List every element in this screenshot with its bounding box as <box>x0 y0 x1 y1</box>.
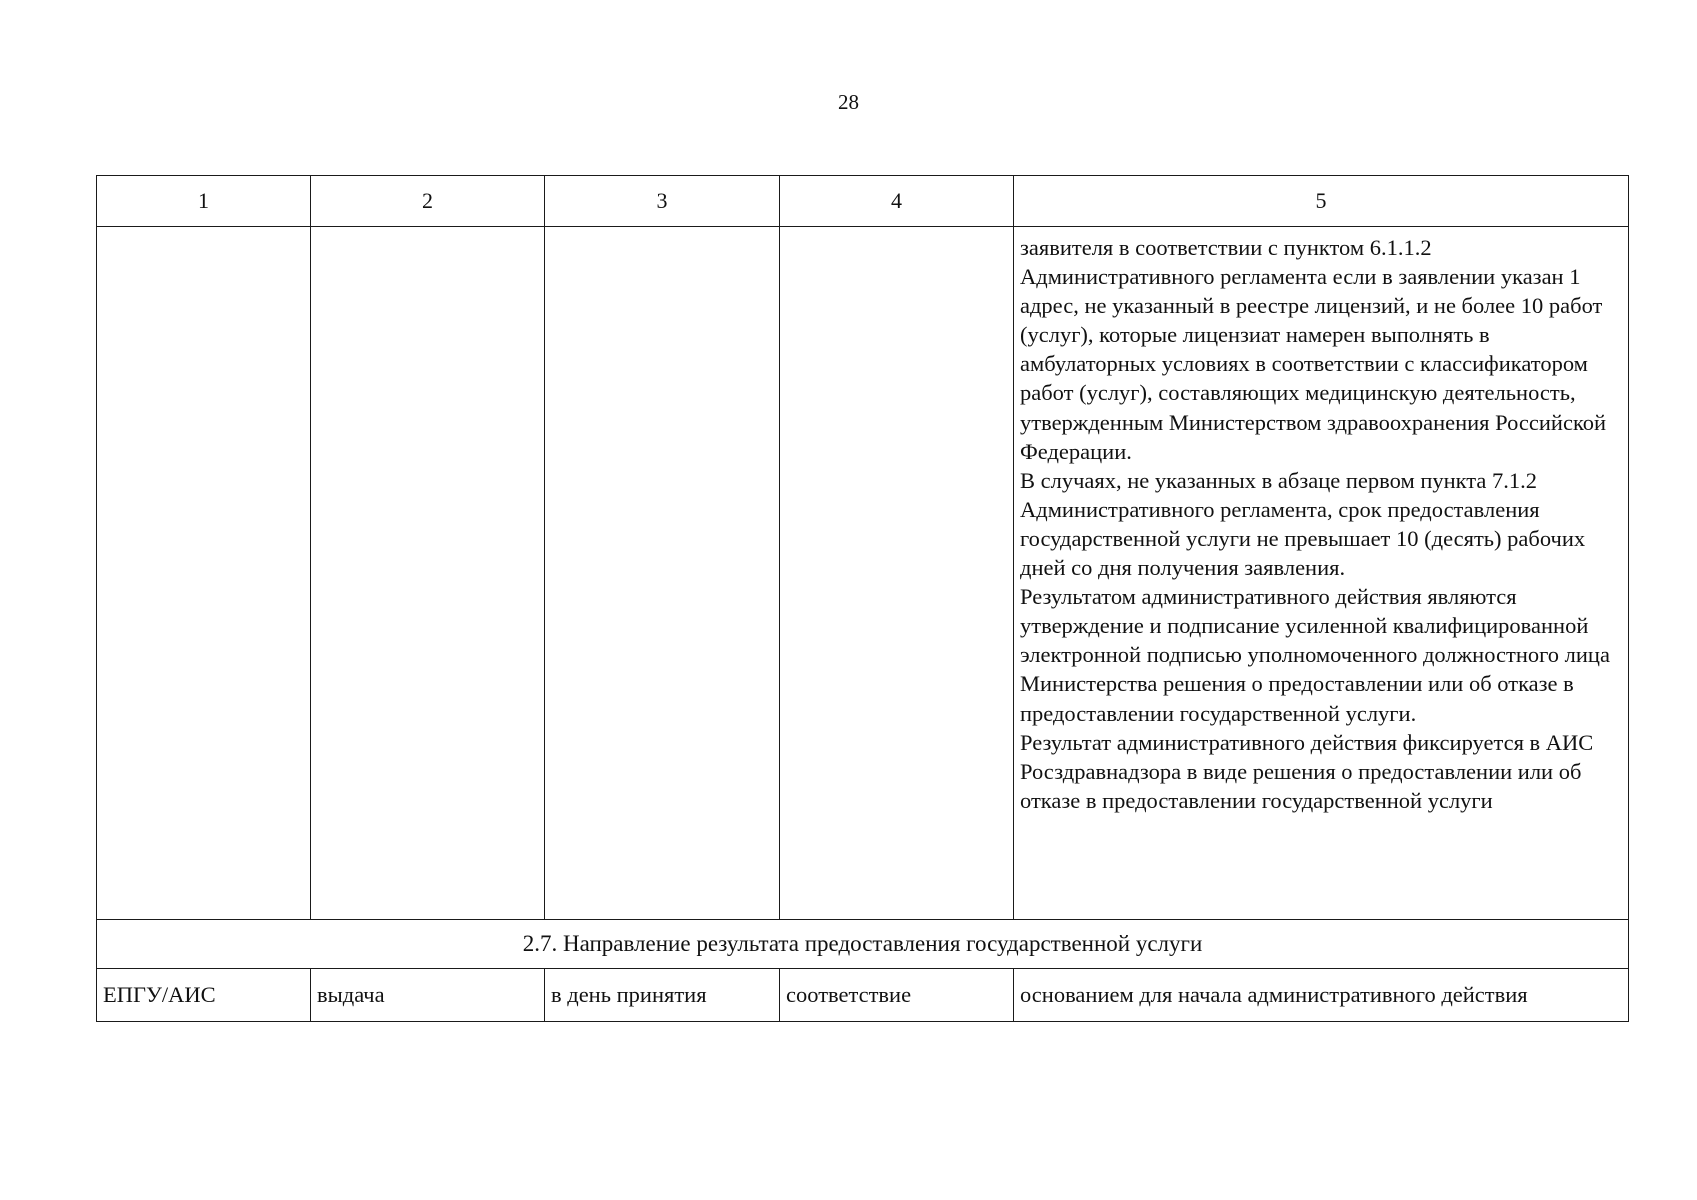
paragraph-3: Результатом административного действия являются утверждение и подписание усиленной квалифицированной электронной подписью уполномоченного должностного лица Министерства решения о предоставлении или об отказе в предоставлении государственной услуги. <box>1020 584 1610 726</box>
cell-timing: в день принятия <box>545 969 780 1022</box>
table-row <box>97 969 1629 1022</box>
empty-cell-3 <box>545 227 780 920</box>
section-title: 2.7. Направление результата предоставления государственной услуги <box>97 920 1629 969</box>
cell-criterion: соответствие <box>780 969 1014 1022</box>
column-header-2: 2 <box>311 176 545 227</box>
document-table <box>96 175 1629 1022</box>
table-row <box>97 227 1629 920</box>
column-header-3: 3 <box>545 176 780 227</box>
cell-system: ЕПГУ/АИС <box>97 969 311 1022</box>
empty-cell-2 <box>311 227 545 920</box>
cell-action: выдача <box>311 969 545 1022</box>
paragraph-2: В случаях, не указанных в абзаце первом пункта 7.1.2 Административного регламента, срок предоставления государственной услуги не превышает 10 (десять) рабочих дней со дня получения заявления. <box>1020 467 1586 581</box>
section-row <box>97 920 1629 969</box>
table-header-row <box>97 176 1629 227</box>
column-header-1: 1 <box>97 176 311 227</box>
column-header-4: 4 <box>780 176 1014 227</box>
cell-description: основанием для начала административного действия <box>1014 969 1629 1022</box>
empty-cell-4 <box>780 227 1014 920</box>
continuation-text-cell <box>1014 227 1629 920</box>
paragraph-1: заявителя в соответствии с пунктом 6.1.1.2 Административного регламента если в заявлении указан 1 адрес, не указанный в реестре лицензий, и не более 10 работ (услуг), которые лицензиат намерен выполнять в амбулаторных условиях в соответствии с классификатором работ (услуг), составляющих медицинскую деятельность, утвержденным Министерством здравоохранения Российской Федерации. <box>1020 235 1607 464</box>
empty-cell-1 <box>97 227 311 920</box>
paragraph-4: Результат административного действия фиксируется в АИС Росздравнадзора в виде решения о предоставлении или об отказе в предоставлении государственной услуги <box>1020 729 1594 813</box>
column-header-5: 5 <box>1014 176 1629 227</box>
page-number: 28 <box>838 90 859 114</box>
